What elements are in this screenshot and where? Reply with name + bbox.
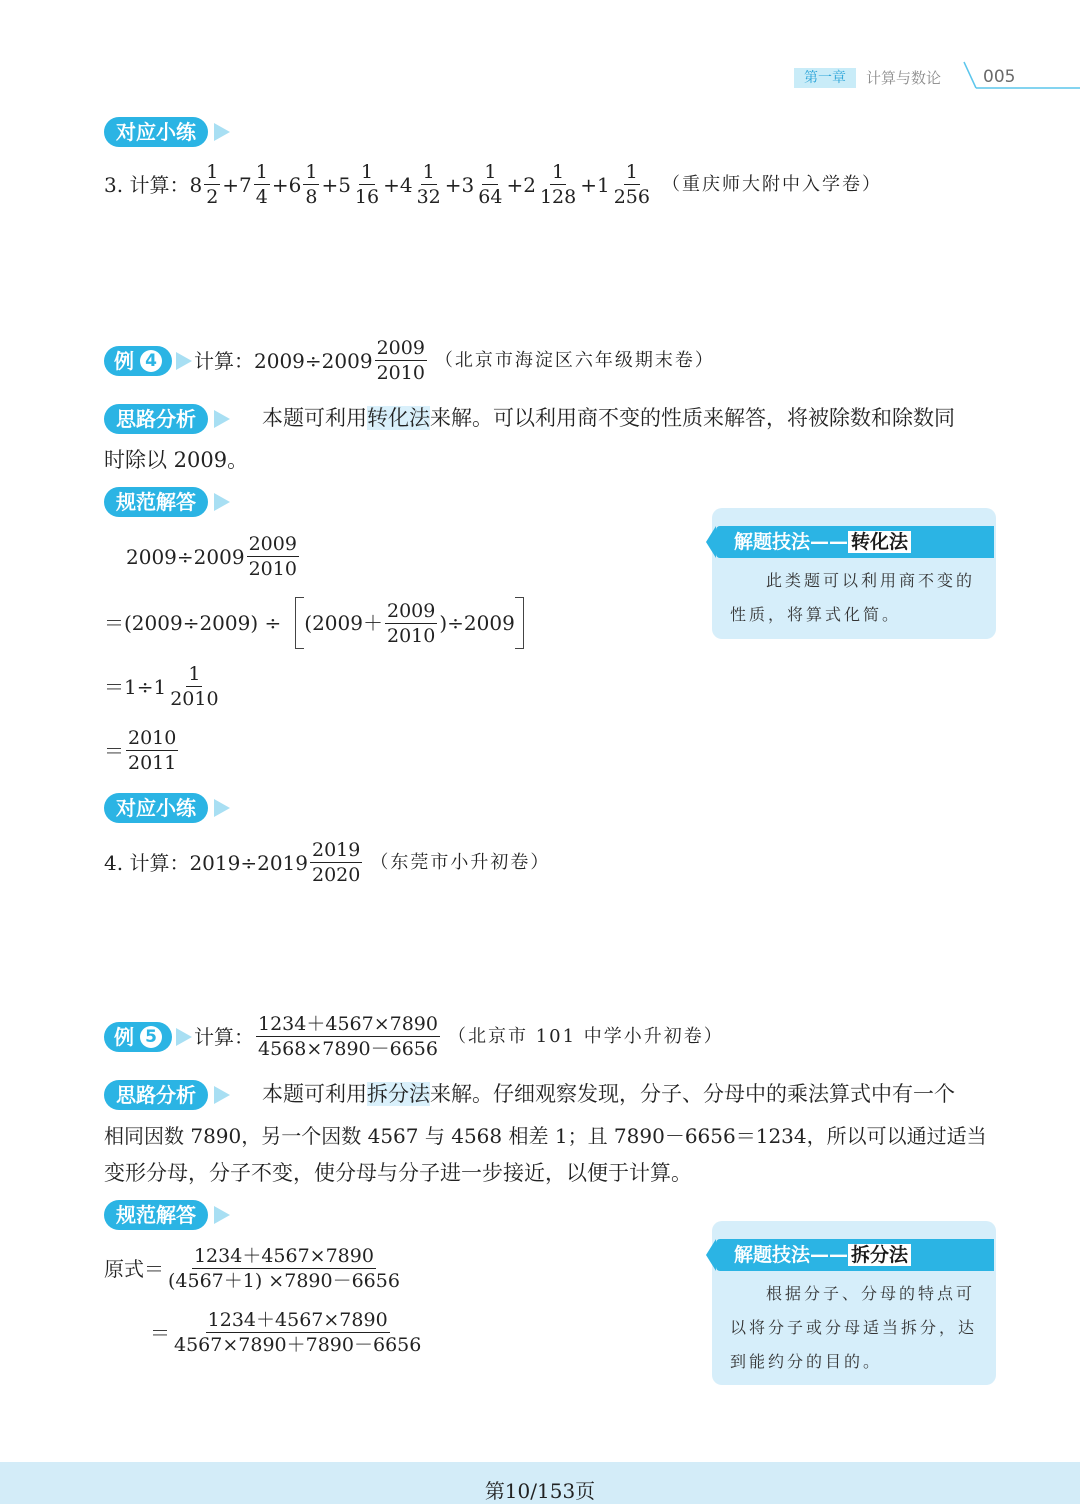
term-whole: +2	[506, 172, 536, 197]
arrow-right-icon	[176, 1028, 192, 1046]
question-source: （东莞市小升初卷）	[370, 851, 551, 873]
solution-step	[150, 1308, 425, 1357]
fraction	[375, 336, 427, 385]
solution-step	[126, 532, 301, 581]
step-text: ＝(2009÷2009) ÷	[104, 611, 282, 635]
fraction-numerator: 2009	[248, 533, 297, 555]
example5-analysis-line2: 相同因数 7890，另一个因数 4567 与 4568 相差 1；且 7890－6656＝1234，所以可以通过适当	[104, 1124, 987, 1148]
term-whole: +6	[271, 172, 302, 197]
fraction-denominator: 2010	[386, 624, 436, 647]
question-source: （北京市海淀区六年级期末卷）	[434, 349, 715, 371]
fraction-denominator: 128	[539, 186, 577, 208]
practice3-header	[104, 117, 230, 147]
arrow-right-icon	[214, 410, 230, 428]
practice4-header	[104, 793, 230, 823]
mixed-number-sum	[189, 160, 654, 209]
question-prompt: 计算：2009÷2009	[194, 348, 373, 373]
fraction-numerator: 1	[422, 161, 435, 183]
analysis-label-text: 思路分析	[116, 1083, 196, 1107]
example-label	[104, 346, 172, 376]
tip-header	[706, 526, 994, 558]
term-whole: +1	[580, 172, 610, 197]
fraction-numerator: 1	[484, 161, 497, 183]
fraction-denominator: 2010	[170, 688, 219, 710]
fraction-denominator: 16	[354, 186, 380, 208]
page-number: 005	[983, 67, 1016, 87]
question-source: （北京市 101 中学小升初卷）	[447, 1025, 724, 1047]
fraction-numerator: 1	[552, 161, 565, 183]
fraction	[310, 838, 362, 887]
fraction-numerator: 1	[206, 161, 219, 183]
example4-analysis-line2: 时除以 2009。	[104, 448, 249, 472]
fraction	[256, 1012, 440, 1061]
fraction-numerator: 1	[255, 161, 268, 183]
step-text: 原式＝	[104, 1256, 164, 1281]
example-label-text: 例	[114, 348, 134, 373]
tip-box	[712, 1221, 996, 1385]
fraction-numerator: 2009	[376, 337, 425, 359]
question-prefix: 4. 计算：2019÷2019	[104, 850, 308, 875]
fraction-denominator: 256	[613, 186, 650, 208]
tip-line: 此类题可以利用商不变的	[766, 571, 976, 590]
term-whole: +4	[383, 172, 413, 197]
arrow-right-icon	[214, 123, 230, 141]
chapter-title: 计算与数论	[866, 69, 942, 87]
example-number: 5	[140, 1026, 162, 1048]
step-text: ＝	[104, 738, 124, 763]
arrow-right-icon	[214, 493, 230, 511]
fraction-denominator: 2	[206, 186, 219, 208]
fraction-numerator: 2019	[312, 839, 361, 861]
example4-analysis-line1	[262, 404, 955, 432]
example-number: 4	[140, 350, 162, 372]
term-whole: +5	[321, 172, 351, 197]
example4-solution-header	[104, 487, 230, 517]
tip-title-method: 拆分法	[848, 1244, 911, 1266]
example5-analysis-header	[104, 1080, 230, 1110]
tip-title-text: 解题技法——	[734, 531, 849, 553]
fraction-denominator: 2010	[376, 362, 425, 384]
fraction	[247, 532, 299, 581]
page-indicator: 第10/153页	[484, 1479, 596, 1503]
example5-analysis-line1	[262, 1080, 955, 1108]
example5-solution-header	[104, 1200, 230, 1230]
arrow-right-icon	[214, 1206, 230, 1224]
fraction	[204, 160, 220, 209]
fraction-denominator: 4568×7890－6656	[258, 1038, 438, 1060]
fraction	[415, 160, 443, 209]
analysis-text: 来解。可以利用商不变的性质来解答，将被除数和除数同	[430, 406, 955, 430]
question-source: （重庆师大附中入学卷）	[661, 173, 882, 195]
chevron-left-icon	[706, 1239, 716, 1271]
step-text: 2009÷2009	[126, 544, 245, 569]
fraction	[385, 599, 437, 648]
solution-label-text: 规范解答	[116, 1203, 196, 1227]
arrow-right-icon	[214, 1086, 230, 1104]
solution-step	[104, 1244, 404, 1293]
tip-header	[706, 1239, 994, 1271]
example4-analysis-header	[104, 404, 230, 434]
practice3-question	[104, 160, 882, 209]
analysis-text: 本题可利用	[262, 1082, 367, 1106]
tip-line: 根据分子、分母的特点可	[766, 1284, 976, 1303]
fraction	[612, 160, 652, 209]
chapter-badge: 第一章	[794, 68, 856, 88]
fraction-denominator: 2011	[128, 752, 177, 774]
practice-label-text: 对应小练	[116, 120, 196, 144]
term-whole: 8	[189, 172, 203, 197]
analysis-text: 来解。仔细观察发现，分子、分母中的乘法算式中有一个	[430, 1082, 955, 1106]
fraction-numerator: 1	[625, 161, 638, 183]
analysis-method: 拆分法	[367, 1082, 430, 1106]
example5-question	[104, 1012, 724, 1061]
example5-analysis-line3: 变形分母，分子不变，使分母与分子进一步接近，以便于计算。	[104, 1161, 692, 1185]
tip-line: 到能约分的目的。	[730, 1352, 883, 1371]
tip-body	[712, 1277, 996, 1379]
fraction	[168, 662, 220, 711]
fraction-denominator: (4567＋1) ×7890－6656	[168, 1270, 400, 1292]
fraction-numerator: 1	[360, 161, 374, 183]
question-prefix: 3. 计算：	[104, 172, 190, 197]
tip-title	[716, 526, 994, 558]
example4-question	[104, 336, 715, 385]
solution-step	[104, 662, 223, 711]
solution-step	[104, 597, 524, 649]
practice-label-text: 对应小练	[116, 796, 196, 820]
fraction	[172, 1308, 423, 1357]
fraction-numerator: 1234＋4567×7890	[207, 1309, 388, 1331]
term-whole: +3	[444, 172, 475, 197]
arrow-right-icon	[176, 352, 192, 370]
fraction	[353, 160, 381, 209]
fraction	[303, 160, 319, 209]
fraction-denominator: 4567×7890＋7890－6656	[174, 1334, 422, 1356]
bracket-right	[515, 597, 524, 649]
tip-line: 以将分子或分母适当拆分，达	[730, 1318, 978, 1337]
fraction-denominator: 64	[478, 186, 503, 208]
step-text: ＝	[150, 1320, 170, 1345]
fraction	[538, 160, 578, 209]
fraction-numerator: 1	[188, 663, 201, 685]
fraction	[254, 160, 270, 209]
fraction-numerator: 2010	[128, 727, 177, 749]
tip-line: 性质，将算式化简。	[730, 605, 902, 624]
practice4-question	[104, 838, 550, 887]
fraction-numerator: 1234＋4567×7890	[258, 1013, 438, 1035]
fraction-denominator: 2010	[248, 558, 297, 580]
analysis-label	[104, 404, 208, 434]
fraction-numerator: 1	[305, 161, 318, 183]
fraction-numerator: 1234＋4567×7890	[193, 1245, 374, 1267]
practice-label	[104, 793, 208, 823]
step-text: ＝1÷1	[104, 674, 167, 699]
analysis-label	[104, 1080, 208, 1110]
fraction	[126, 726, 178, 775]
fraction-denominator: 32	[416, 186, 441, 208]
fraction	[166, 1244, 402, 1293]
fraction-denominator: 2020	[312, 864, 361, 886]
bracket-left	[295, 597, 304, 649]
solution-label	[104, 487, 208, 517]
example-label	[104, 1022, 172, 1052]
fraction-denominator: 8	[305, 186, 318, 208]
solution-label	[104, 1200, 208, 1230]
fraction-numerator: 2009	[386, 599, 436, 622]
tip-title-text: 解题技法——	[734, 1244, 849, 1266]
practice-label	[104, 117, 208, 147]
fraction-denominator: 4	[255, 186, 268, 208]
analysis-method: 转化法	[367, 406, 430, 430]
tip-title	[716, 1239, 994, 1271]
step-text: )÷2009	[439, 611, 515, 635]
step-text: (2009＋	[304, 611, 383, 635]
arrow-right-icon	[214, 799, 230, 817]
example-label-text: 例	[114, 1024, 134, 1049]
solution-step	[104, 726, 180, 775]
question-prompt: 计算：	[194, 1024, 254, 1049]
chevron-left-icon	[706, 526, 716, 558]
tip-box	[712, 508, 996, 639]
analysis-text: 本题可利用	[262, 406, 367, 430]
tip-title-method: 转化法	[848, 531, 911, 553]
solution-label-text: 规范解答	[116, 490, 196, 514]
fraction	[476, 160, 504, 209]
analysis-label-text: 思路分析	[116, 407, 196, 431]
header-rule	[960, 60, 1080, 92]
term-whole: +7	[222, 172, 252, 197]
tip-body	[712, 564, 996, 632]
